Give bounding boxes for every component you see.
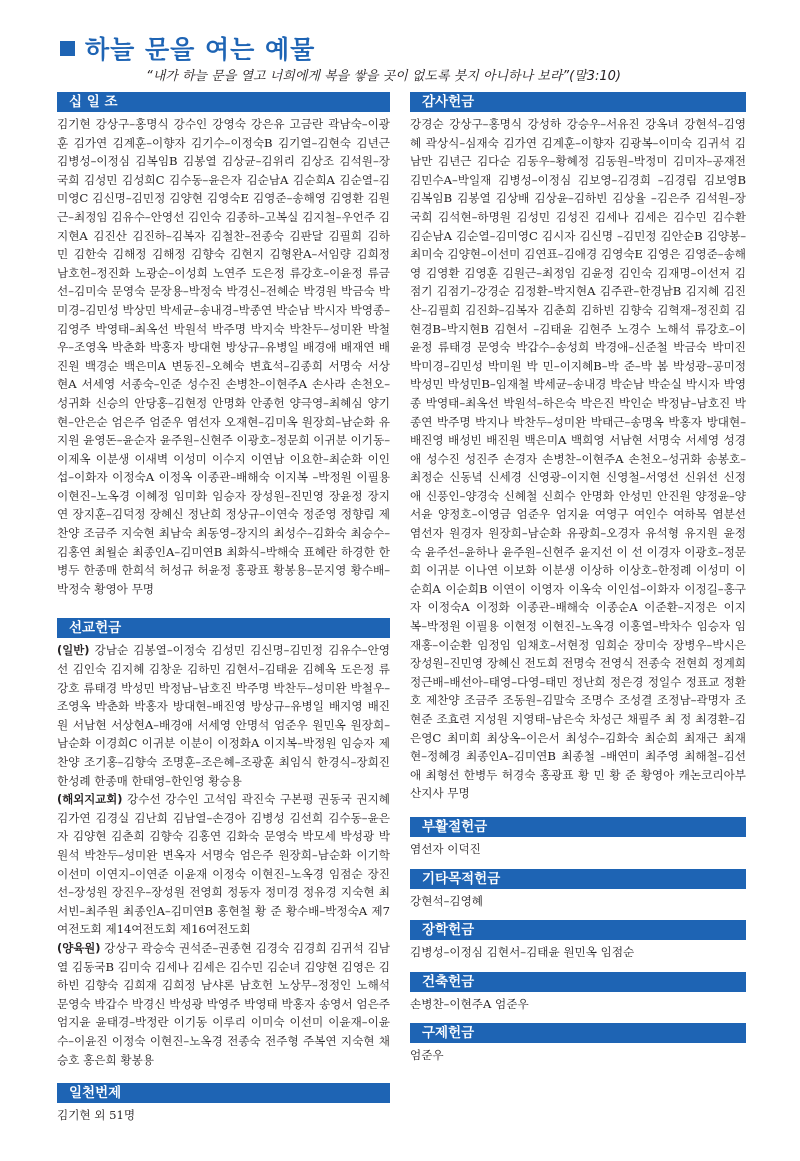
section-first	[57, 1083, 390, 1125]
mission-tag-general: (일반)	[57, 643, 90, 658]
section-body-other: 강현석–김영혜	[410, 893, 483, 908]
section-building	[410, 972, 746, 1014]
section-heading-mission: 선교헌금	[57, 618, 390, 638]
section-body-tithe: 김기현 강상구–홍명식 강수인 강영숙 강은유 고금란 곽남숙–이광훈 김가연 김계훈–이향자 김기수–이정숙B 김기열–김현숙 김년근 김병성–이정심 김복임B 김봉열 김상균–김위리 김상조 김석원–장국희 김성민 김성희C 김수동–윤은자 김순남A 김순희A 김순열–김미영C 김신명–김민정 김양현 김영숙E 김영준–송해영 김영환 김원근–최정임 김유수–안영선 김인숙 김종하–고복실 김지철–우언주 김지현A 김진산 김진하–김복자 김철찬–전종숙 김판달 김필희 김하민 김한숙 김해정 김해정 김향숙 김현지 김형완A–서임량 김희정 남호헌–정진화 노광순–이성희 노연주 도은정 류강호–이윤정 류금선–김미숙 문영숙 문장용–박정숙 박경신–전혜순 박경원 박금숙 박미경–김민성 박상민 박세균–송내경–박종연 박순남 박시자 박영종–김영주 박영태–최옥선 박원석 박주명 박지숙 박찬두–성미완 박철우–조영옥 박춘화 박홍자 방대현 방상규–유병일 배경애 배재연 배진원 백경순 백은미A 변동진–오혜숙 변효석–김종희 서명숙 서상현A 서세영 서종숙–인준 성수진 손병찬–이현주A 손사라 손천오–성귀화 신승의 안당홍–김현정 안명화 안종헌 양극영–최혜심 양기현–안은순 엄은주 엄준우 염선자 오재현–김미옥 원장희–남순화 유지원 윤영돈–윤순자 윤주원–신현주 이광호–정문희 이귀분 이기동–이제옥 이분생 이새벽 이성미 이수지 이연남 이요한–최순화 이인섭–이화자 이정숙A 이정옥 이종관–배해숙 이지복 –박정원 이필용 이현진–노옥경 이혜정 임미화 임승자 장성원–진민영 장윤정 장지연 장지훈–김덕정 장혜신 정난희 정상규–이연숙 정준영 정향림 제찬양 조금주 지숙현 최남숙 최동영–장지의 최성수–김화숙 최승수–김홍연 최월순 최종인A–김미연B 최화식–박해숙 표혜란 하경한 한병두 한종매 한희석 허성규 허윤정 홍광표 황봉용–문지영 황수배–박정숙 황영아 무명	[57, 117, 390, 596]
square-bullet-icon	[60, 41, 75, 56]
section-body-thanks: 강경순 강상구–홍명식 강성하 강승우–서유진 강옥녀 강현석–김영혜 곽상식–심재숙 김가연 김계훈–이향자 김광복–이미숙 김귀석 김남만 김년근 김다순 김동우–황혜정 김동원–박정미 김미자–공재전 김민수A–박일재 김병성–이정심 김보영–김경희 –김경림 김보영B 김복임B 김봉열 김상배 김상윤–김하빈 김상율 –김은주 김석원–장국희 김석현–하명원 김성민 김성진 김세나 김세은 김수민 김수환 김순남A 김순열–김미영C 김시자 김신명 –김민정 김안순B 김양봉–최미숙 김양현–이선미 김연표–김애경 김영숙E 김영은 김영준–송해영 김영환 김영훈 김원근–최정임 김윤정 김인숙 김재명–이선저 김점기 김점기–강경순 김정환–박지현A 김주관–한경남B 김지혜 김진산–김필희 김진화–김복자 김춘희 김하빈 김향숙 김혁재–정진희 김현경B–박지현B 김현서 –김태윤 김현주 노경수 노해석 류강호–이윤정 류태경 문영숙 박갑수–송성희 박경애–신준철 박금숙 박미진 박미경–김민성 박미원 박 민–이지혜B–박 준–박 봄 박성광–공미정 박성민 박성민B–임재철 박세균–송내경 박순남 박순실 박시자 박영종 박영태–최옥선 박원석–하은숙 박은진 박인순 박정남–남호진 박종연 박주명 박지나 박찬두–성미완 박태근–송명옥 박홍자 방대현–배진영 배성빈 배진원 백은미A 백희영 서남현 서명숙 서세영 성경애 성수진 성진주 손경자 손병찬–이현주A 손천오–성귀화 송봉호–최정순 신동녘 신세경 신영광–이지현 신영철–서영선 신위선 신정애 신풍인–양경숙 신혜철 신희수 안명화 안성민 안진원 양정윤–양서윤 양정호–이영금 엄준우 엄지윤 여영구 여인수 여하목 염분선 염선자 원경자 원장희–남순화 유광희–오경자 유석형 유지원 윤정숙 윤주선–윤하나 윤주원–신현주 윤지선 이 선 이경자 이광호–정문희 이귀분 이나연 이보화 이분생 이상하 이상호–한정례 이성미 이순희A 이순희B 이연이 이영자 이옥숙 이인섭–이화자 이정길–홍구자 이정숙A 이정화 이종관–배해숙 이종순A 이준환–지정은 이지복–박정원 이필용 이현정 이현진–노옥경 이홍열–박차수 임승자 임재홍–이순환 임정임 임채호–서현정 임희순 장미숙 장병우–박시은 장성원–진민영 장혜신 전도희 전명숙 전영식 전종숙 전현희 정계희 정근배–배선아–태영–다영–태민 정난희 정은경 정일수 정표교 정환호 제찬양 조금주 조동원–김말숙 조명수 조성결 조정남–곽명자 조현준 조효련 지성원 지영태–남은숙 차성근 채필주 최 정 최경환–김은영C 최미희 최상옥–이은서 최성수–김화숙 최순희 최재근 최재현–정혜경 최종인A–김미연B 최종철 –배연미 최주영 최해철–김선애 최형선 한병두 허경숙 홍광표 황 민 황 준 황영아 캐논코리아부산지사 무명	[410, 117, 746, 801]
section-heading-scholarship: 장학헌금	[410, 920, 746, 940]
section-relief	[410, 1023, 746, 1065]
section-other	[410, 869, 746, 911]
mission-text-orphanage: 강상구 곽승숙 권석준–권종현 김경숙 김경희 김귀석 김남열 김동국B 김미숙 김세나 김세은 김수민 김순녀 김양현 김영은 김하빈 김향숙 김희재 김희정 남샤론 남호헌 노상무–정정인 노해석 문영숙 박갑수 박경신 박성광 박영주 박영태 박홍자 송영서 엄은주 엄지윤 윤태경–박정란 이기동 이루리 이미숙 이선미 이윤재–이윤수–이윤진 이정숙 이현진–노옥경 전종숙 전주형 주복연 지숙현 채승호 홍은희 황봉용	[57, 940, 390, 1067]
left-column	[57, 92, 390, 1125]
page-title: 하늘 문을 여는 예물	[85, 35, 316, 64]
section-body-resurrection: 염선자 이덕진	[410, 841, 481, 856]
bible-verse: “내가 하늘 문을 열고 너희에게 복을 쌓을 곳이 없도록 붓지 아니하나 보라”(말3:10)	[146, 69, 622, 84]
section-heading-resurrection: 부활절헌금	[410, 817, 746, 837]
section-heading-relief: 구제헌금	[410, 1023, 746, 1043]
section-heading-building: 건축헌금	[410, 972, 746, 992]
mission-paragraph-orphanage	[57, 939, 390, 1069]
section-heading-thanks: 감사헌금	[410, 92, 746, 112]
section-heading-tithe: 십 일 조	[57, 92, 390, 112]
page-header	[60, 30, 760, 66]
mission-text-general: 강남순 김봉열–이정숙 김성민 김신명–김민정 김유수–안영선 김인숙 김지혜 김창운 김하민 김현서–김태윤 김혜옥 도은정 류강호 류태경 박성민 박정남–남호진 박주명 박찬두–성미완 박철우–조영옥 박춘화 박홍자 방대현–배진영 방상규–유병일 배지영 배진원 서남현 서상현A–배경애 서세영 안명석 엄준우 원민옥 원장희–남순화 이경희C 이귀분 이분이 이정화A 이지복–박정원 임승자 제찬양 조기홍–김향숙 조명훈–조은혜–조광훈 최임식 한경식–장희진 한성례 한종매 한태영–한인영 황승용	[57, 643, 390, 788]
section-body-first: 김기현 외 51명	[57, 1108, 136, 1123]
section-scholarship	[410, 920, 746, 962]
mission-tag-orphanage: (양육원)	[57, 940, 101, 955]
section-body-scholarship: 김병성–이정심 김현서–김태윤 원민옥 임점순	[410, 945, 635, 960]
section-body-relief: 엄준우	[410, 1048, 444, 1063]
title-row	[60, 30, 760, 66]
mission-paragraph-overseas	[57, 790, 390, 939]
section-resurrection	[410, 817, 746, 859]
section-mission	[57, 618, 390, 1069]
mission-tag-overseas: (해외지교회)	[57, 792, 123, 807]
section-heading-first: 일천번제	[57, 1083, 390, 1103]
section-heading-other: 기타목적헌금	[410, 869, 746, 889]
mission-paragraph-general	[57, 641, 390, 790]
section-body-building: 손병찬–이현주A 엄준우	[410, 996, 529, 1011]
section-tithe	[57, 92, 390, 598]
section-thanks	[410, 92, 746, 803]
mission-text-overseas: 강수선 강수인 고석임 곽진숙 구본평 권동국 권지혜 김가연 김경실 김난희 김남열–손경아 김병성 김선희 김수동–윤은자 김양현 김춘희 김향숙 김홍연 김화숙 문영숙 박모세 박성광 박원석 박찬두–성미완 변옥자 서명숙 엄은주 원장희–남순화 이기학 이선미 이연지–이연준 이윤재 이정숙 이현진–노옥경 임점순 장진선–장성원 장진우–장성원 전영희 정동자 정미경 정유경 지숙현 최서빈–최주원 최종인A–김미연B 홍현철 황 준 황수배–박정숙A 제7여전도회 제14여전도회 제16여전도회	[57, 792, 390, 937]
right-column	[410, 92, 746, 1065]
